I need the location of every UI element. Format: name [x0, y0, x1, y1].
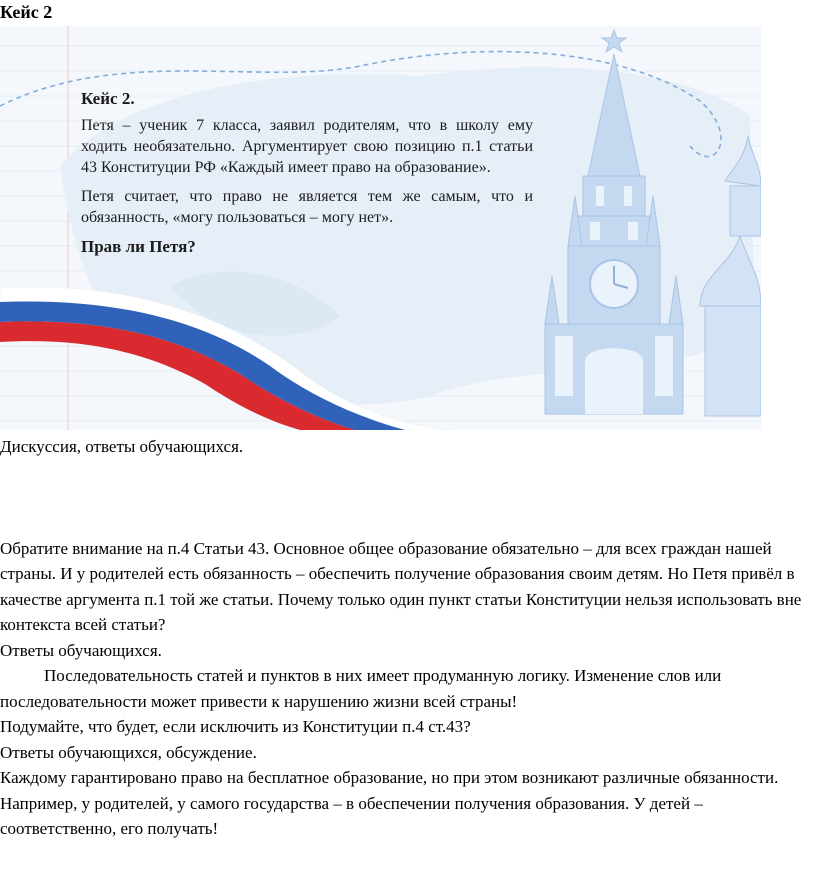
slide-question: Прав ли Петя?	[81, 237, 196, 256]
conclusion-paragraph: Каждому гарантировано право на бесплатное образование, но при этом возникают различные обязанности. Например, у родителей, у самого государства – в обеспечении получения образования. У детей – соответственно, его получать!	[0, 768, 779, 838]
slide-paragraph-2: Петя считает, что право не является тем же самым, что и обязанность, «могу пользоваться – могу нет».	[81, 188, 533, 226]
slide-text-block	[81, 88, 533, 257]
case-slide-image	[0, 26, 761, 430]
body-text	[0, 434, 816, 842]
answers-line: Ответы обучающихся.	[0, 640, 162, 660]
discussion-line: Дискуссия, ответы обучающихся.	[0, 437, 244, 456]
case-heading: Кейс 2	[0, 2, 53, 22]
think-question: Подумайте, что будет, если исключить из Конституции п.4 ст.43?	[0, 717, 471, 736]
answers-discussion-line: Ответы обучающихся, обсуждение.	[0, 742, 257, 762]
slide-paragraph-1: Петя – ученик 7 класса, заявил родителям, что в школу ему ходить необязательно. Аргументирует свою позицию п.1 статьи 43 Конституции РФ «Каждый имеет право на образование».	[81, 117, 533, 176]
slide-title: Кейс 2.	[81, 89, 135, 108]
logic-paragraph: Последовательность статей и пунктов в них имеет продуманную логику. Изменение слов или последовательности может привести к нарушению жизни всей страны!	[0, 666, 722, 711]
attention-paragraph: Обратите внимание на п.4 Статьи 43. Основное общее образование обязательно – для всех граждан нашей страны. И у родителей есть обязанность – обеспечить получение образования своим детям. Но Петя привёл в качестве аргумента п.1 той же статьи. Почему только один пункт статьи Конституции нельзя использовать вне контекста всей статьи?	[0, 538, 802, 634]
